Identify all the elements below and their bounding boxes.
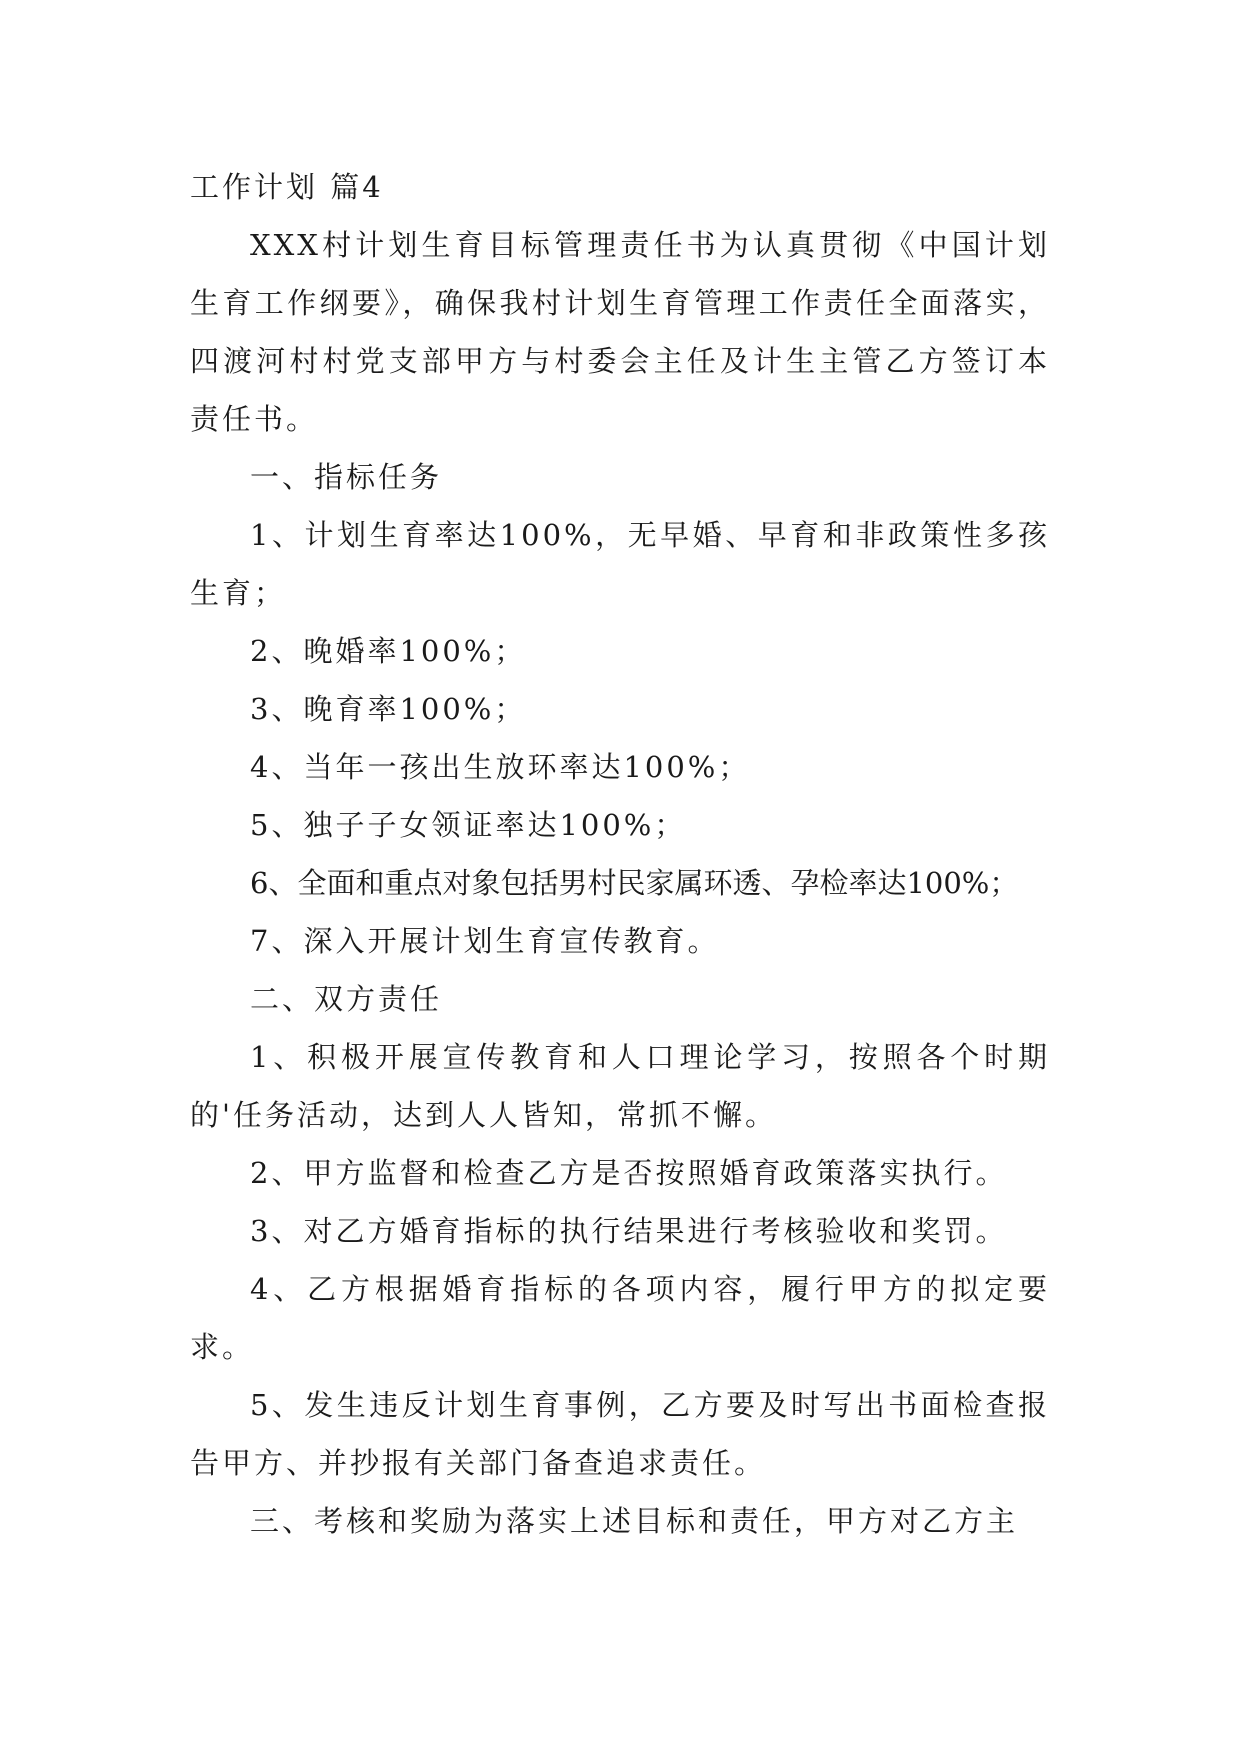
target-item-5: 5、独子子女领证率达100%； xyxy=(250,808,687,842)
intro-paragraph: XXX村计划生育目标管理责任书为认真贯彻《中国计划生育工作纲要》，确保我村计划生育管理工作责任全面落实，四渡河村村党支部甲方与村委会主任及计生主管乙方签订本责任书。 xyxy=(190,228,1050,436)
target-item-6: 6、全面和重点对象包括男村民家属环透、孕检率达100%； xyxy=(250,866,1019,900)
target-item-1: 1、计划生育率达100%，无早婚、早育和非政策性多孩生育； xyxy=(190,518,1050,610)
target-item-2: 2、晚婚率100%； xyxy=(250,634,527,668)
responsibility-item-3: 3、对乙方婚育指标的执行结果进行考核验收和奖罚。 xyxy=(250,1214,1008,1248)
section-heading-responsibilities: 二、双方责任 xyxy=(250,982,443,1016)
target-item-3: 3、晚育率100%； xyxy=(250,692,527,726)
section-heading-targets: 一、指标任务 xyxy=(250,460,443,494)
responsibility-item-1: 1、积极开展宣传教育和人口理论学习，按照各个时期的'任务活动，达到人人皆知，常抓不懈。 xyxy=(190,1040,1050,1132)
responsibility-item-4: 4、乙方根据婚育指标的各项内容，履行甲方的拟定要求。 xyxy=(190,1272,1050,1364)
section-heading-assessment: 三、考核和奖励为落实上述目标和责任，甲方对乙方主 xyxy=(250,1504,1019,1538)
document-body xyxy=(190,158,1050,1550)
responsibility-item-2: 2、甲方监督和检查乙方是否按照婚育政策落实执行。 xyxy=(250,1156,1008,1190)
document-title: 工作计划 篇4 xyxy=(190,170,384,204)
responsibility-item-5: 5、发生违反计划生育事例，乙方要及时写出书面检查报告甲方、并抄报有关部门备查追求责任。 xyxy=(190,1388,1050,1480)
target-item-7: 7、深入开展计划生育宣传教育。 xyxy=(250,924,720,958)
target-item-4: 4、当年一孩出生放环率达100%； xyxy=(250,750,751,784)
